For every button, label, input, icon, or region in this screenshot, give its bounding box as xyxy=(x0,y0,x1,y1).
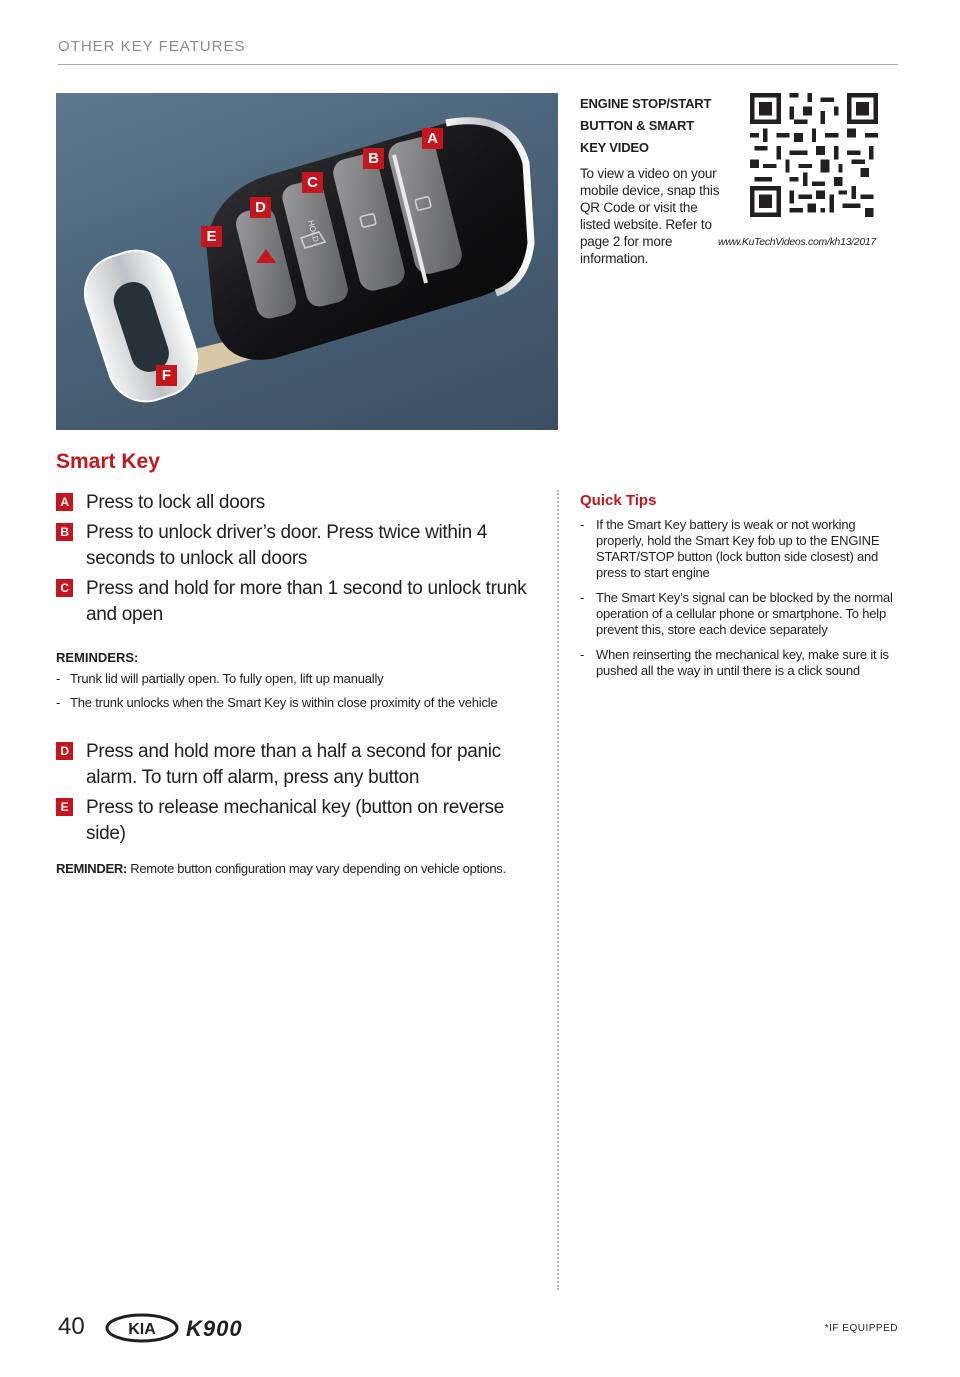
item-tag: E xyxy=(56,798,73,816)
item-tag: C xyxy=(56,579,73,597)
tip-item: - If the Smart Key battery is weak or not working properly, hold the Smart Key fob up to the ENGINE START/STOP button (lock button side closest) and press to start engine xyxy=(580,517,900,581)
video-info xyxy=(580,93,720,267)
reminder-label: REMINDER: xyxy=(56,861,127,876)
reminder-item: - Trunk lid will partially open. To fully open, lift up manually xyxy=(56,671,546,687)
reminders-list xyxy=(56,671,546,711)
instruction-group-2 xyxy=(56,739,546,847)
kia-logo-icon xyxy=(105,1313,179,1343)
quick-tips-list xyxy=(580,517,900,679)
list-item xyxy=(56,576,546,628)
model-logo: K900 xyxy=(186,1316,243,1341)
reminders-heading: REMINDERS: xyxy=(56,650,139,665)
tip-item: - When reinserting the mechanical key, make sure it is pushed all the way in until there is a click sound xyxy=(580,647,900,679)
callout-a: A xyxy=(422,128,443,149)
reminder-text: Remote button configuration may vary depending on vehicle options. xyxy=(130,861,506,876)
item-text: Press and hold for more than 1 second to unlock trunk and open xyxy=(86,578,527,625)
smart-key-illustration xyxy=(56,93,558,430)
list-item xyxy=(56,520,546,572)
item-text: Press to unlock driver’s door. Press twice within 4 seconds to unlock all doors xyxy=(86,522,488,569)
quick-tips xyxy=(580,492,900,688)
quick-tips-title: Quick Tips xyxy=(580,492,657,509)
list-item xyxy=(56,739,546,791)
item-text: Press to release mechanical key (button on reverse side) xyxy=(86,797,504,844)
callout-f: F xyxy=(156,365,177,386)
column-divider xyxy=(557,490,559,1290)
page-number: 40 xyxy=(58,1313,85,1340)
list-item xyxy=(56,795,546,847)
callout-b: B xyxy=(363,148,384,169)
section-title: Smart Key xyxy=(56,450,160,473)
hold-label: HOLD xyxy=(306,219,321,243)
smart-key-instructions xyxy=(56,490,546,876)
smart-key-photo xyxy=(56,93,558,430)
header-rule xyxy=(58,64,898,65)
item-tag: A xyxy=(56,493,73,511)
item-tag: D xyxy=(56,742,73,760)
reminder-item: - The trunk unlocks when the Smart Key is within close proximity of the vehicle xyxy=(56,695,546,711)
video-url[interactable]: www.KuTechVideos.com/kh13/2017 xyxy=(718,236,876,248)
tip-item: - The Smart Key’s signal can be blocked by the normal operation of a cellular phone or smartphone. To help prevent this, store each device separately xyxy=(580,590,900,638)
video-body: To view a video on your mobile device, snap this QR Code or visit the listed website. Refer to page 2 for more information. xyxy=(580,166,720,266)
svg-text:KIA: KIA xyxy=(128,1321,156,1338)
qr-code[interactable] xyxy=(750,93,878,217)
item-tag: B xyxy=(56,523,73,541)
list-item xyxy=(56,490,546,516)
section-header: OTHER KEY FEATURES xyxy=(58,38,246,55)
callout-e: E xyxy=(201,226,222,247)
callout-d: D xyxy=(250,197,271,218)
item-text: Press and hold more than a half a second for panic alarm. To turn off alarm, press any button xyxy=(86,741,501,788)
item-text: Press to lock all doors xyxy=(86,492,265,513)
if-equipped-note: *IF EQUIPPED xyxy=(824,1323,898,1334)
callout-c: C xyxy=(302,172,323,193)
video-title: ENGINE STOP/START BUTTON & SMART KEY VIDEO xyxy=(580,96,712,155)
reminder-note xyxy=(56,861,546,876)
